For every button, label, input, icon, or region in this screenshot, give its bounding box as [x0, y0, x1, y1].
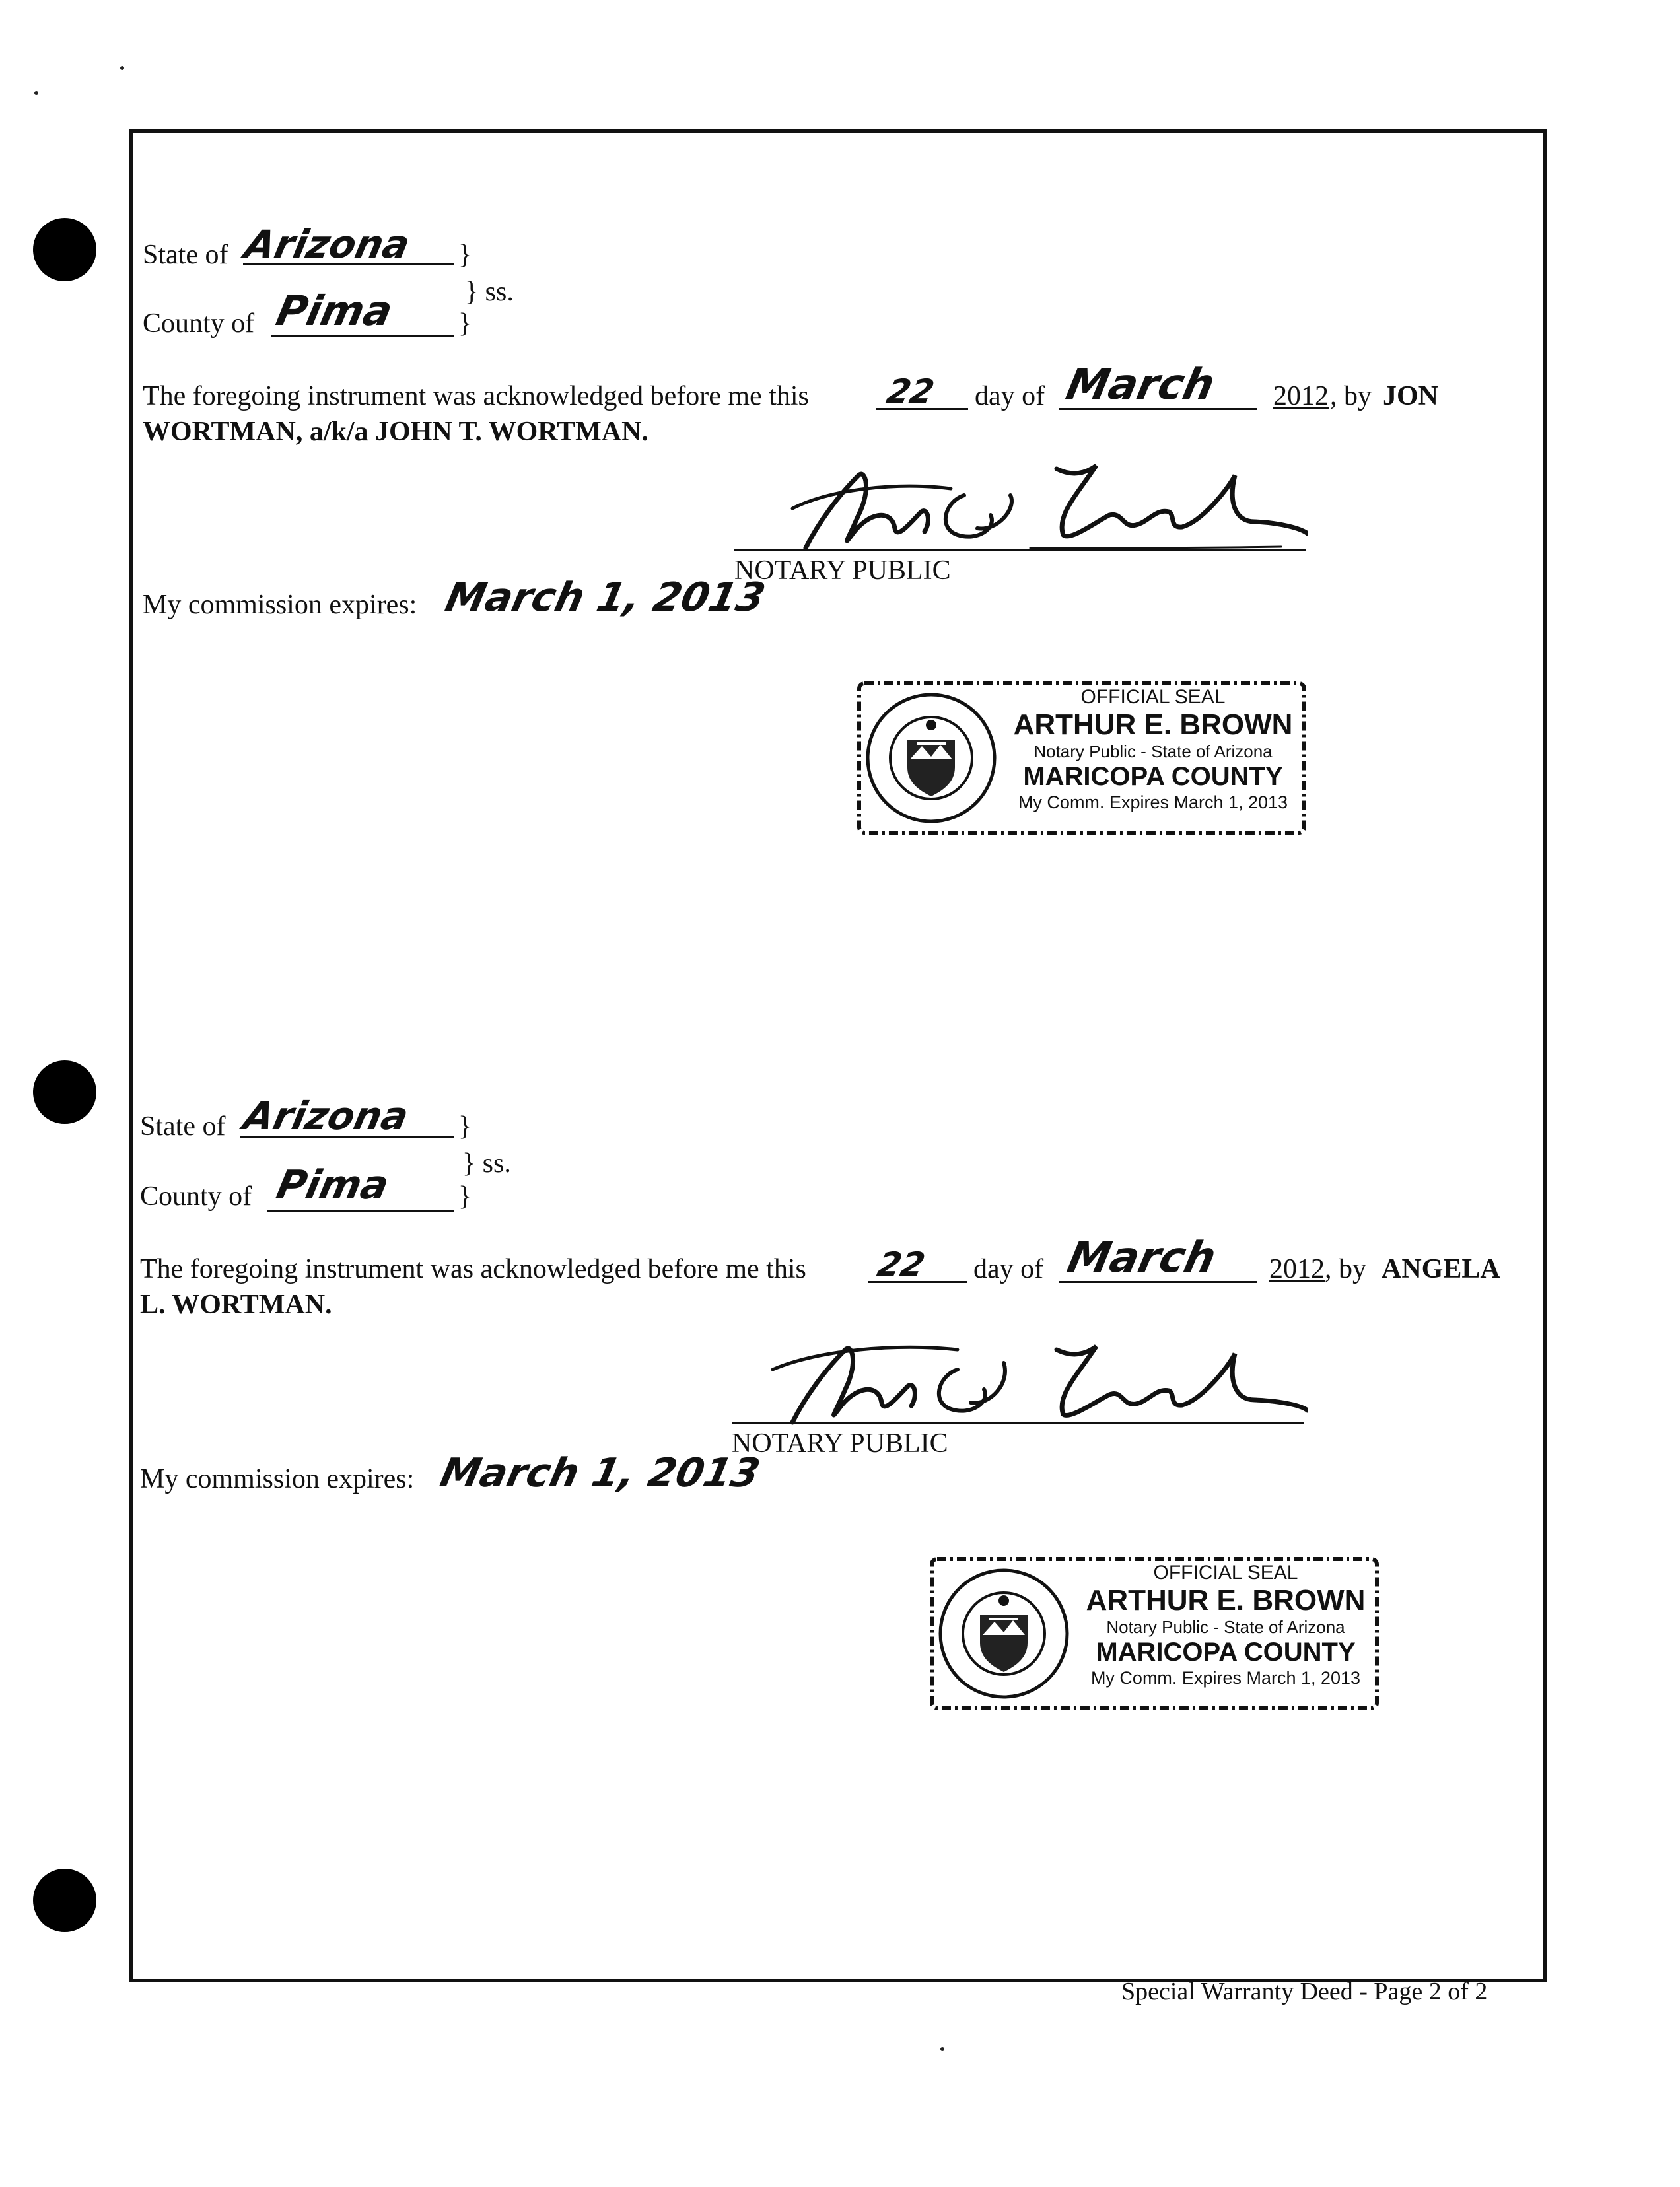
- page-footer: Special Warranty Deed - Page 2 of 2: [1121, 1978, 1488, 2005]
- seal-county: MARICOPA COUNTY: [1096, 1638, 1356, 1667]
- binder-hole-bottom: [33, 1869, 96, 1932]
- brace: }: [458, 308, 472, 339]
- seal-notary-name: ARTHUR E. BROWN: [1013, 709, 1293, 741]
- brace: }: [458, 1111, 472, 1142]
- scan-speck: [34, 91, 38, 95]
- ss-label: } ss.: [465, 277, 514, 307]
- seal-text: [1074, 1561, 1378, 1689]
- binder-hole-top: [33, 218, 96, 281]
- notary-public-label: NOTARY PUBLIC: [734, 555, 951, 586]
- seal-role: Notary Public - State of Arizona: [1033, 742, 1273, 761]
- commission-handwritten: March 1, 2013: [436, 1450, 764, 1496]
- notary-signature: [766, 1323, 1308, 1436]
- state-handwritten: Arizona: [240, 222, 414, 267]
- day-of-label: day of: [975, 381, 1045, 411]
- seal-role: Notary Public - State of Arizona: [1106, 1617, 1345, 1637]
- scan-speck: [940, 2047, 944, 2051]
- brace: }: [458, 1181, 472, 1212]
- ss-label: } ss.: [462, 1148, 511, 1179]
- notary-signature-line: [734, 549, 1306, 551]
- county-label: County of: [143, 308, 255, 339]
- binder-hole-middle: [33, 1060, 96, 1124]
- day-underline: [876, 408, 968, 410]
- month-handwritten: March: [1062, 361, 1219, 409]
- year: 2012: [1269, 1254, 1325, 1284]
- commission-handwritten: March 1, 2013: [441, 574, 769, 621]
- party-name-line1: JON: [1383, 381, 1438, 411]
- official-notary-seal: [856, 680, 1308, 836]
- acknowledgment-text: The foregoing instrument was acknowledged before me this: [143, 381, 809, 411]
- brace: }: [458, 240, 472, 270]
- acknowledgment-text: The foregoing instrument was acknowledged before me this: [140, 1254, 806, 1284]
- day-handwritten: 22: [874, 1245, 928, 1284]
- party-name-line2: WORTMAN, a/k/a JOHN T. WORTMAN.: [143, 417, 648, 447]
- month-handwritten: March: [1063, 1233, 1220, 1282]
- county-handwritten: Pima: [272, 287, 397, 335]
- by-label: , by: [1325, 1254, 1366, 1284]
- seal-expiration: My Comm. Expires March 1, 2013: [1090, 1668, 1361, 1688]
- county-underline: [271, 335, 454, 337]
- seal-notary-name: ARTHUR E. BROWN: [1086, 1584, 1366, 1616]
- month-underline: [1059, 1281, 1257, 1283]
- seal-text: [1001, 685, 1305, 814]
- state-underline: [240, 1136, 454, 1138]
- day-underline: [868, 1281, 967, 1283]
- official-notary-seal: [928, 1556, 1380, 1712]
- party-name-line2: L. WORTMAN.: [140, 1290, 332, 1320]
- county-handwritten: Pima: [272, 1162, 394, 1208]
- state-label: State of: [143, 240, 228, 270]
- day-handwritten: 22: [883, 372, 938, 411]
- commission-label: My commission expires:: [143, 590, 417, 620]
- by-label: , by: [1330, 381, 1372, 411]
- county-label: County of: [140, 1181, 252, 1212]
- seal-expiration: My Comm. Expires March 1, 2013: [1018, 792, 1288, 812]
- seal-title: OFFICIAL SEAL: [1153, 1562, 1298, 1583]
- seal-title: OFFICIAL SEAL: [1080, 686, 1226, 708]
- seal-county: MARICOPA COUNTY: [1023, 762, 1283, 791]
- notary-public-label: NOTARY PUBLIC: [732, 1428, 948, 1459]
- day-of-label: day of: [973, 1254, 1044, 1284]
- commission-label: My commission expires:: [140, 1464, 415, 1494]
- year: 2012: [1273, 381, 1329, 411]
- state-underline: [243, 263, 454, 265]
- county-underline: [267, 1210, 454, 1212]
- party-name-line1: ANGELA: [1382, 1254, 1500, 1284]
- state-handwritten: Arizona: [239, 1094, 413, 1138]
- month-underline: [1059, 408, 1257, 410]
- scan-speck: [120, 66, 124, 70]
- notary-signature: [779, 449, 1308, 561]
- state-label: State of: [140, 1111, 226, 1142]
- notary-signature-line: [732, 1422, 1304, 1424]
